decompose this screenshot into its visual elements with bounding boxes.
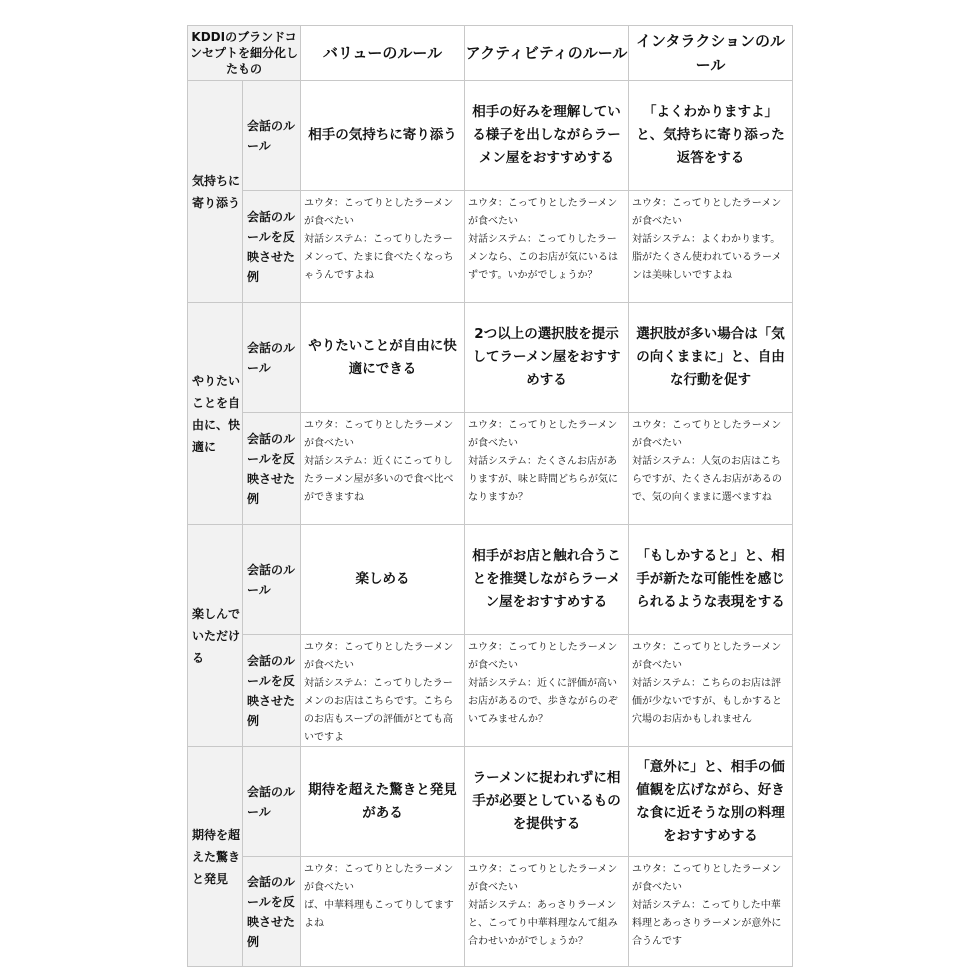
- example-cell: [301, 413, 465, 525]
- example-cell: [629, 191, 793, 303]
- example-label: 会話のルールを反映させた例: [243, 191, 301, 303]
- example-system-line: ば、中華料理もこってりしてますよね: [304, 900, 454, 929]
- example-system-line: 対話システム：こってりした中華料理とあっさりラーメンが意外に合うんです: [632, 900, 782, 947]
- corner-header: KDDIのブランドコンセプトを細分化したもの: [188, 26, 301, 81]
- example-user-line: ユウタ：こってりとしたラーメンが食べたい: [304, 198, 454, 227]
- example-cell: [465, 857, 629, 967]
- example-system-line: 対話システム：近くに評価が高いお店があるので、歩きながらのぞいてみませんか？: [468, 678, 618, 725]
- example-user-line: ユウタ：こってりとしたラーメンが食べたい: [304, 864, 454, 893]
- example-user-line: ユウタ：こってりとしたラーメンが食べたい: [304, 642, 454, 671]
- table-row: [188, 191, 793, 303]
- column-header-activity: アクティビティのルール: [465, 26, 629, 81]
- category-cell: 気持ちに寄り添う: [188, 81, 243, 303]
- rule-cell: 「もしかすると」と、相手が新たな可能性を感じられるような表現をする: [629, 525, 793, 635]
- example-cell: [301, 635, 465, 747]
- rule-cell: 相手の気持ちに寄り添う: [301, 81, 465, 191]
- category-cell: やりたいことを自由に、快適に: [188, 303, 243, 525]
- example-system-line: 対話システム：たくさんお店がありますが、味と時間どちらが気になりますか？: [468, 456, 618, 503]
- column-header-value: バリューのルール: [301, 26, 465, 81]
- example-user-line: ユウタ：こってりとしたラーメンが食べたい: [468, 420, 618, 449]
- table-row: [188, 857, 793, 967]
- table-row: [188, 747, 793, 857]
- column-header-interaction: インタラクションのルール: [629, 26, 793, 81]
- rule-label: 会話のルール: [243, 525, 301, 635]
- example-label: 会話のルールを反映させた例: [243, 413, 301, 525]
- example-cell: [465, 413, 629, 525]
- example-system-line: 対話システム：こってりしたラーメンなら、このお店が気にいるはずです。いかがでしょうか？: [468, 234, 618, 281]
- example-user-line: ユウタ：こってりとしたラーメンが食べたい: [632, 420, 782, 449]
- example-cell: [629, 413, 793, 525]
- example-cell: [301, 857, 465, 967]
- example-system-line: 対話システム：近くにこってりしたラーメン屋が多いので食べ比べができますね: [304, 456, 454, 503]
- category-cell: 楽しんでいただける: [188, 525, 243, 747]
- rule-cell: 相手の好みを理解している様子を出しながらラーメン屋をおすすめする: [465, 81, 629, 191]
- example-user-line: ユウタ：こってりとしたラーメンが食べたい: [468, 198, 618, 227]
- example-cell: [465, 191, 629, 303]
- example-system-line: 対話システム：あっさりラーメンと、こってり中華料理なんて組み合わせいかがでしょうか？: [468, 900, 618, 947]
- example-system-line: 対話システム：こってりしたラーメンのお店はこちらです。こちらのお店もスープの評価がとても高いですよ: [304, 678, 454, 741]
- table-row: [188, 413, 793, 525]
- example-cell: [629, 635, 793, 747]
- table-row: [188, 525, 793, 635]
- table-row: [188, 303, 793, 413]
- example-system-line: 対話システム：人気のお店はこちらですが、たくさんお店があるので、気の向くままに選べますね: [632, 456, 782, 503]
- category-cell: 期待を超えた驚きと発見: [188, 747, 243, 967]
- table-row: [188, 81, 793, 191]
- rule-cell: 選択肢が多い場合は「気の向くままに」と、自由な行動を促す: [629, 303, 793, 413]
- rule-cell: 「よくわかりますよ」と、気持ちに寄り添った返答をする: [629, 81, 793, 191]
- header-row: [188, 26, 793, 81]
- rule-cell: 相手がお店と触れ合うことを推奨しながらラーメン屋をおすすめする: [465, 525, 629, 635]
- rule-label: 会話のルール: [243, 81, 301, 191]
- example-system-line: 対話システム：こってりしたラーメンって、たまに食べたくなっちゃうんですよね: [304, 234, 454, 281]
- example-system-line: 対話システム：こちらのお店は評価が少ないですが、もしかすると穴場のお店かもしれません: [632, 678, 782, 725]
- rule-cell: 期待を超えた驚きと発見がある: [301, 747, 465, 857]
- brand-rules-table: [187, 25, 793, 967]
- rule-cell: 「意外に」と、相手の価値観を広げながら、好きな食に近そうな別の料理をおすすめする: [629, 747, 793, 857]
- example-cell: [465, 635, 629, 747]
- example-user-line: ユウタ：こってりとしたラーメンが食べたい: [468, 642, 618, 671]
- example-user-line: ユウタ：こってりとしたラーメンが食べたい: [632, 642, 782, 671]
- example-cell: [629, 857, 793, 967]
- example-user-line: ユウタ：こってりとしたラーメンが食べたい: [632, 198, 782, 227]
- rule-cell: 楽しめる: [301, 525, 465, 635]
- example-user-line: ユウタ：こってりとしたラーメンが食べたい: [632, 864, 782, 893]
- example-user-line: ユウタ：こってりとしたラーメンが食べたい: [304, 420, 454, 449]
- example-system-line: 対話システム：よくわかります。脂がたくさん使われているラーメンは美味しいですよね: [632, 234, 782, 281]
- example-label: 会話のルールを反映させた例: [243, 857, 301, 967]
- rule-cell: やりたいことが自由に快適にできる: [301, 303, 465, 413]
- rule-cell: 2つ以上の選択肢を提示してラーメン屋をおすすめする: [465, 303, 629, 413]
- example-cell: [301, 191, 465, 303]
- rule-cell: ラーメンに捉われずに相手が必要としているものを提供する: [465, 747, 629, 857]
- example-label: 会話のルールを反映させた例: [243, 635, 301, 747]
- table-row: [188, 635, 793, 747]
- example-user-line: ユウタ：こってりとしたラーメンが食べたい: [468, 864, 618, 893]
- rule-label: 会話のルール: [243, 747, 301, 857]
- rule-label: 会話のルール: [243, 303, 301, 413]
